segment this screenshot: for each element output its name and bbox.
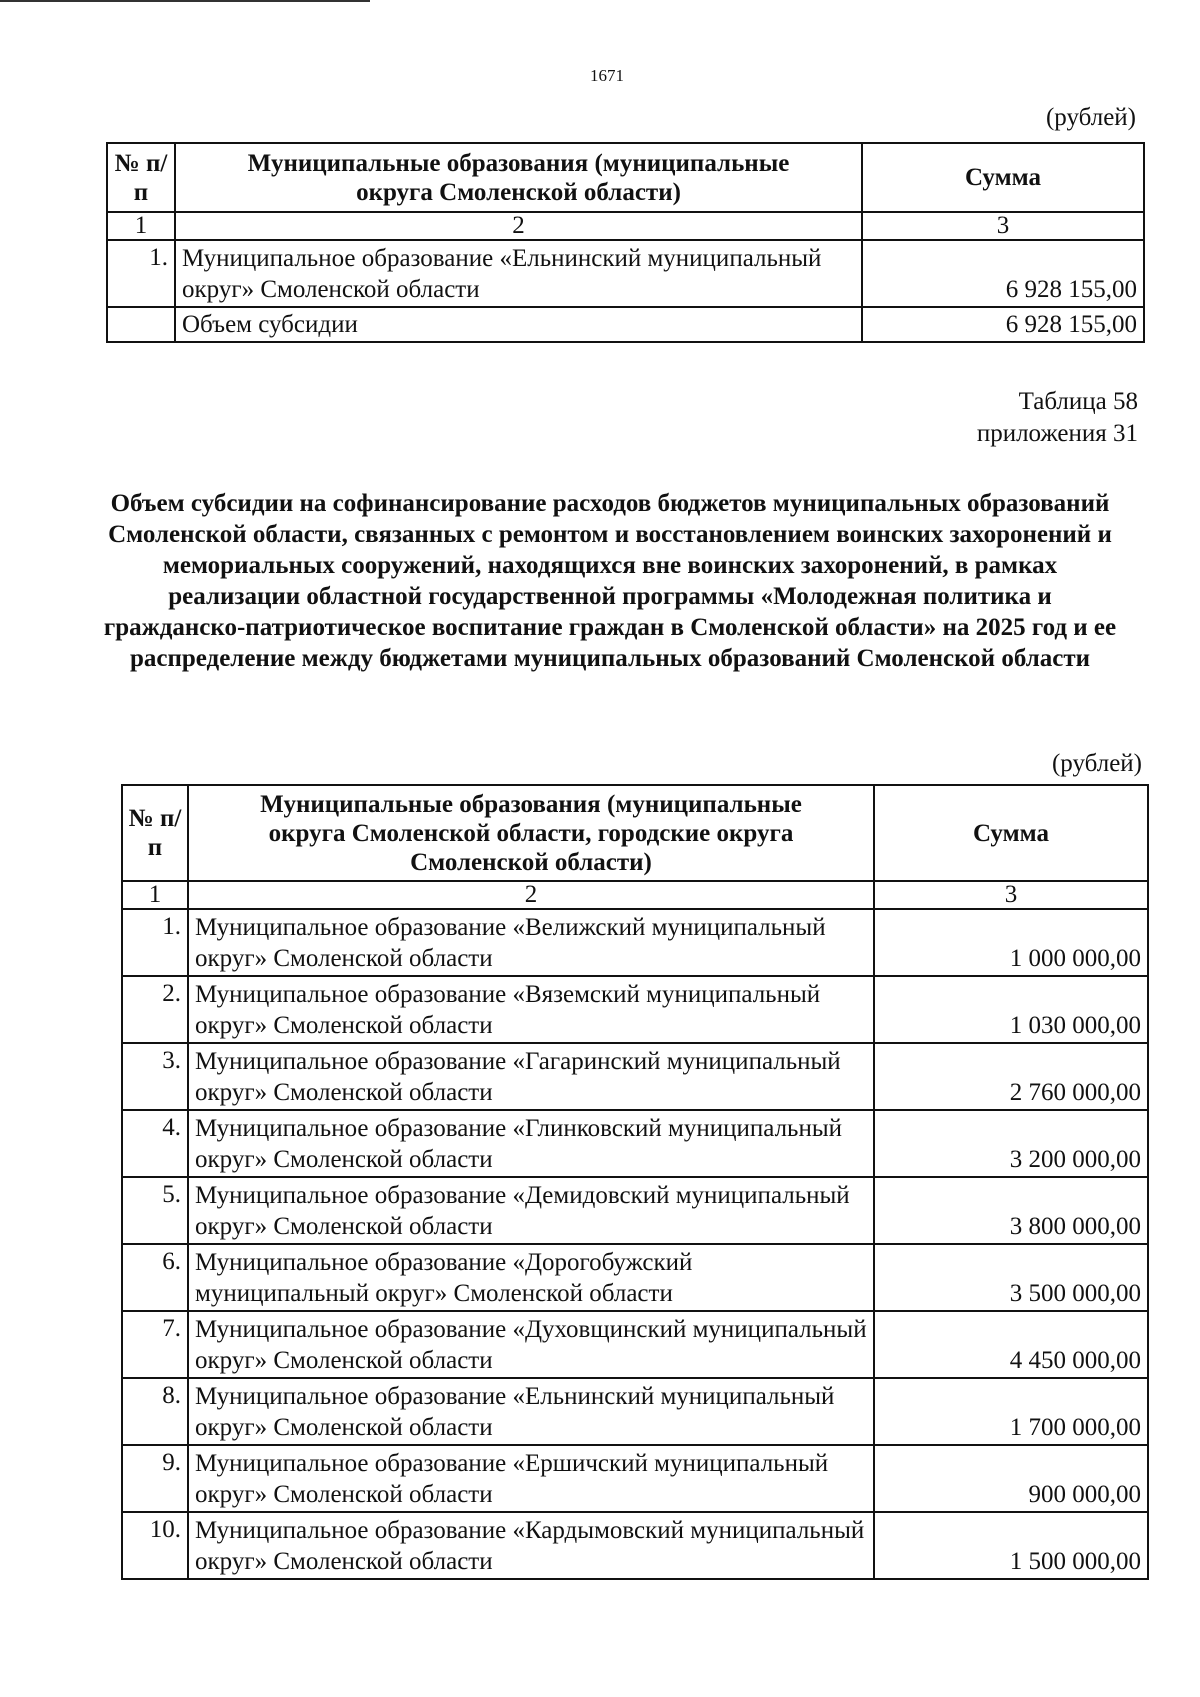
- row-name: Муниципальное образование «Велижский муниципальный округ» Смоленской области: [188, 909, 874, 976]
- table-row: [122, 1110, 1148, 1177]
- table2-header-name: Муниципальные образования (муниципальные округа Смоленской области, городские округа Смоленской области): [188, 785, 874, 881]
- row-name: Муниципальное образование «Ельнинский муниципальный округ» Смоленской области: [188, 1378, 874, 1445]
- table2-unit: (рублей): [1051, 750, 1142, 777]
- row-name: Муниципальное образование «Гагаринский муниципальный округ» Смоленской области: [188, 1043, 874, 1110]
- row-name: Муниципальное образование «Кардымовский муниципальный округ» Смоленской области: [188, 1512, 874, 1579]
- table-row: [122, 1445, 1148, 1512]
- table-row: [122, 1512, 1148, 1579]
- table1-header-sum: Сумма: [862, 143, 1144, 212]
- table-row: [107, 240, 1144, 307]
- total-label: Объем субсидии: [175, 307, 862, 342]
- row-sum: 3 200 000,00: [874, 1110, 1148, 1177]
- row-name: Муниципальное образование «Вяземский муниципальный округ» Смоленской области: [188, 976, 874, 1043]
- row-number: 5.: [122, 1177, 188, 1244]
- total-number-cell: [107, 307, 175, 342]
- table-number: Таблица 58: [1018, 388, 1138, 415]
- row-number: 2.: [122, 976, 188, 1043]
- row-sum: 3 800 000,00: [874, 1177, 1148, 1244]
- row-sum: 900 000,00: [874, 1445, 1148, 1512]
- appendix-reference: приложения 31: [976, 420, 1138, 447]
- row-name: Муниципальное образование «Глинковский муниципальный округ» Смоленской области: [188, 1110, 874, 1177]
- table1-unit: (рублей): [1045, 104, 1136, 131]
- row-name: Муниципальное образование «Демидовский муниципальный округ» Смоленской области: [188, 1177, 874, 1244]
- table1-header-row: [107, 143, 1144, 212]
- row-number: 1.: [107, 240, 175, 307]
- row-sum: 1 030 000,00: [874, 976, 1148, 1043]
- table2-header-sum: Сумма: [874, 785, 1148, 881]
- row-number: 7.: [122, 1311, 188, 1378]
- row-sum: 4 450 000,00: [874, 1311, 1148, 1378]
- table-row: [122, 1378, 1148, 1445]
- row-number: 10.: [122, 1512, 188, 1579]
- row-number: 9.: [122, 1445, 188, 1512]
- table-row: [122, 1043, 1148, 1110]
- table1-header-num: № п/п: [107, 143, 175, 212]
- table1-index-row: [107, 212, 1144, 240]
- row-sum: 1 700 000,00: [874, 1378, 1148, 1445]
- table2-header-num: № п/п: [122, 785, 188, 881]
- row-sum: 6 928 155,00: [862, 240, 1144, 307]
- table2-index-cell: 1: [122, 881, 188, 909]
- row-number: 1.: [122, 909, 188, 976]
- row-number: 6.: [122, 1244, 188, 1311]
- table-row: [122, 909, 1148, 976]
- table2-index-cell: 3: [874, 881, 1148, 909]
- document-title: Объем субсидии на софинансирование расходов бюджетов муниципальных образований Смоленской области, связанных с ремонтом и восстановлением воинских захоронений и мемориальных сооружений, находящихся вне воинских захоронений, в рамках реализации областной государственной программы «Молодежная политика и гражданско-патриотическое воспитание граждан в Смоленской области» на 2025 год и ее распределение между бюджетами муниципальных образований Смоленской области: [103, 490, 1117, 672]
- table1-total-row: [107, 307, 1144, 342]
- table-row: [122, 1177, 1148, 1244]
- table-row: [122, 1311, 1148, 1378]
- table-caption: [977, 386, 1138, 450]
- table1-index-cell: 3: [862, 212, 1144, 240]
- row-number: 8.: [122, 1378, 188, 1445]
- table2-index-row: [122, 881, 1148, 909]
- table-row: [122, 976, 1148, 1043]
- row-name: Муниципальное образование «Ершичский муниципальный округ» Смоленской области: [188, 1445, 874, 1512]
- table2-header-row: [122, 785, 1148, 881]
- row-name: Муниципальное образование «Ельнинский муниципальный округ» Смоленской области: [175, 240, 862, 307]
- row-sum: 1 000 000,00: [874, 909, 1148, 976]
- row-name: Муниципальное образование «Духовщинский муниципальный округ» Смоленской области: [188, 1311, 874, 1378]
- row-number: 3.: [122, 1043, 188, 1110]
- row-sum: 1 500 000,00: [874, 1512, 1148, 1579]
- page-number: 1671: [590, 66, 624, 85]
- total-sum: 6 928 155,00: [862, 307, 1144, 342]
- row-sum: 3 500 000,00: [874, 1244, 1148, 1311]
- row-name: Муниципальное образование «Дорогобужский муниципальный округ» Смоленской области: [188, 1244, 874, 1311]
- table1-header-name: Муниципальные образования (муниципальные округа Смоленской области): [175, 143, 862, 212]
- table-row: [122, 1244, 1148, 1311]
- row-sum: 2 760 000,00: [874, 1043, 1148, 1110]
- table2-index-cell: 2: [188, 881, 874, 909]
- table1: [106, 142, 1145, 343]
- scan-edge-line: [0, 0, 370, 2]
- table1-index-cell: 2: [175, 212, 862, 240]
- table2: [121, 784, 1149, 1580]
- table1-index-cell: 1: [107, 212, 175, 240]
- row-number: 4.: [122, 1110, 188, 1177]
